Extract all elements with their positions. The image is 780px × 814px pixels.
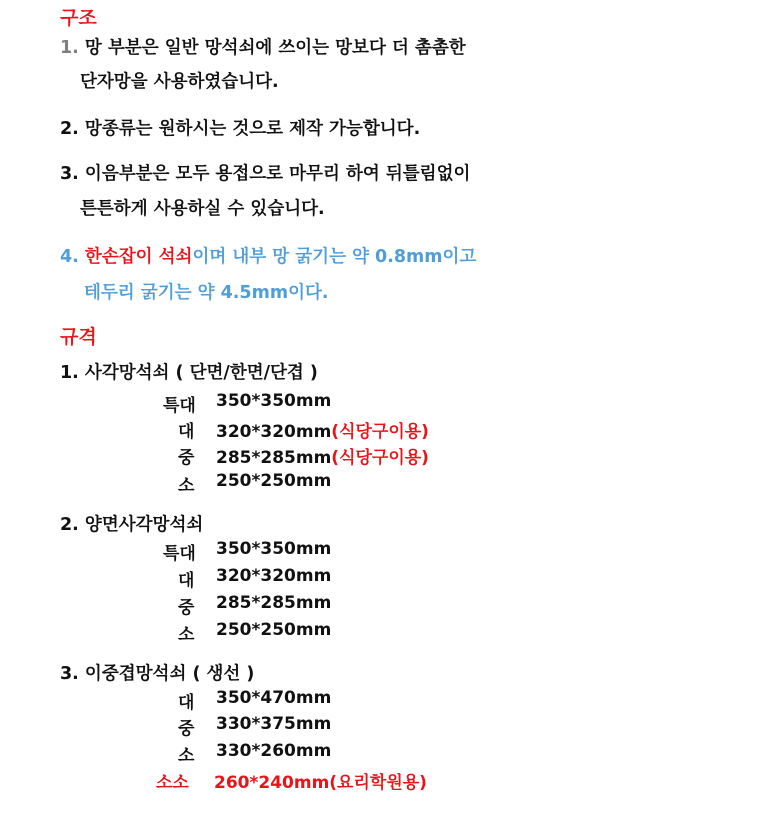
spec-g1-row-3-note: (식당구이용) bbox=[331, 448, 429, 468]
structure-item-2: 2. 망종류는 원하시는 것으로 제작 가능합니다. bbox=[60, 119, 421, 139]
spec-g1-row-3-size: 중 bbox=[178, 448, 195, 468]
spec-g2-row-2-size: 대 bbox=[178, 571, 195, 591]
item-4-highlight: 한손잡이 석쇠 bbox=[84, 247, 193, 267]
spec-g1-row-2-dim bbox=[216, 417, 429, 442]
spec-g3-row-2-dim: 330*375mm bbox=[216, 714, 332, 734]
structure-item-1 bbox=[60, 34, 466, 59]
spec-g3-row-1-size: 대 bbox=[178, 693, 195, 713]
item-1-line-1: 망 부분은 일반 망석쇠에 쓰이는 망보다 더 촘촘한 bbox=[84, 38, 466, 58]
spec-g1-row-3-dim-value: 285*285mm bbox=[216, 448, 332, 468]
structure-item-3-line-2: 튼튼하게 사용하실 수 있습니다. bbox=[80, 199, 325, 219]
item-4-number: 4. bbox=[60, 247, 79, 267]
spec-heading: 규격 bbox=[60, 326, 97, 348]
spec-g1-row-4-dim: 250*250mm bbox=[216, 471, 332, 491]
spec-g1-row-1-dim: 350*350mm bbox=[216, 391, 332, 411]
spec-g1-row-3-dim bbox=[216, 443, 429, 468]
spec-g1-row-2-note: (식당구이용) bbox=[331, 422, 429, 442]
spec-group-3-title: 3. 이중겹망석쇠 ( 생선 ) bbox=[60, 664, 255, 684]
spec-g2-row-1-size: 특대 bbox=[163, 544, 196, 564]
item-4-line-1: 이며 내부 망 굵기는 약 0.8mm이고 bbox=[192, 247, 477, 267]
structure-item-4-line-2: 테두리 굵기는 약 4.5mm이다. bbox=[84, 283, 329, 303]
structure-item-4 bbox=[60, 243, 476, 268]
spec-g1-row-1-size: 특대 bbox=[163, 396, 196, 416]
spec-group-2-title: 2. 양면사각망석쇠 bbox=[60, 515, 204, 535]
item-1-number: 1. bbox=[60, 38, 79, 58]
spec-g3-row-4-size: 소소 bbox=[156, 773, 189, 793]
spec-g3-row-3-dim: 330*260mm bbox=[216, 741, 332, 761]
spec-g3-row-1-dim: 350*470mm bbox=[216, 688, 332, 708]
spec-g3-row-3-size: 소 bbox=[178, 746, 195, 766]
spec-g2-row-3-dim: 285*285mm bbox=[216, 593, 332, 613]
spec-g2-row-4-dim: 250*250mm bbox=[216, 620, 332, 640]
structure-heading: 구조 bbox=[60, 7, 97, 29]
spec-g3-row-2-size: 중 bbox=[178, 719, 195, 739]
spec-g2-row-3-size: 중 bbox=[178, 598, 195, 618]
structure-item-3-line-1: 3. 이음부분은 모두 용접으로 마무리 하여 뒤틀림없이 bbox=[60, 164, 471, 184]
spec-g2-row-1-dim: 350*350mm bbox=[216, 539, 332, 559]
spec-group-1-title: 1. 사각망석쇠 ( 단면/한면/단겹 ) bbox=[60, 363, 318, 383]
spec-g1-row-2-size: 대 bbox=[178, 422, 195, 442]
structure-item-1-line-2: 단자망을 사용하였습니다. bbox=[80, 72, 279, 92]
spec-g1-row-4-size: 소 bbox=[178, 476, 195, 496]
spec-g2-row-4-size: 소 bbox=[178, 625, 195, 645]
spec-g2-row-2-dim: 320*320mm bbox=[216, 566, 332, 586]
spec-g1-row-2-dim-value: 320*320mm bbox=[216, 422, 332, 442]
spec-g3-row-4-dim: 260*240mm(요리학원용) bbox=[214, 773, 427, 793]
